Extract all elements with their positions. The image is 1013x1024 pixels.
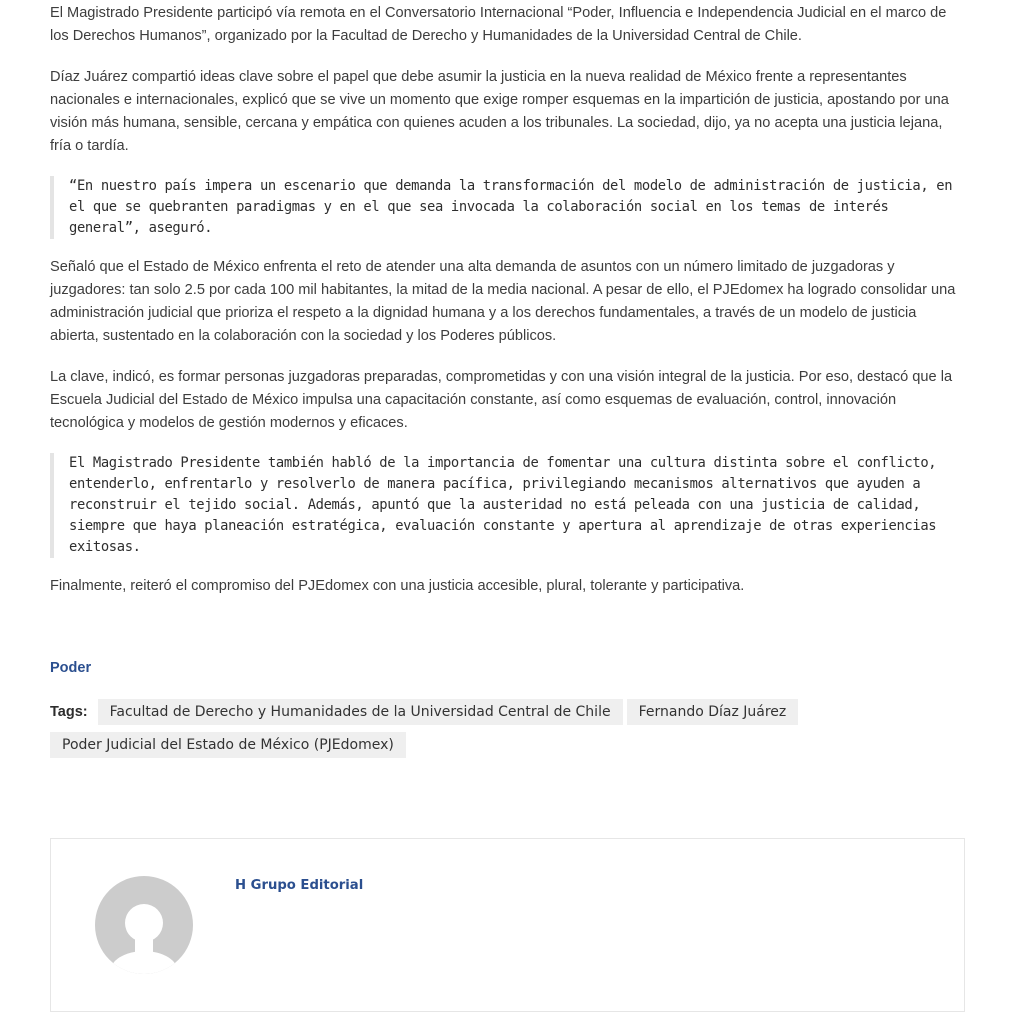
- author-name-link[interactable]: H Grupo Editorial: [235, 878, 364, 893]
- blockquote: “En nuestro país impera un escenario que demanda la transformación del modelo de administración de justicia, en el que se quebranten paradigmas y en el que sea invocada la colaboración social en los temas de interés general”, aseguró.: [50, 176, 965, 239]
- default-avatar-icon: [95, 876, 193, 974]
- article-paragraph: Finalmente, reiteró el compromiso del PJEdomex con una justicia accesible, plural, tolerante y participativa.: [50, 578, 745, 594]
- tag-link[interactable]: Facultad de Derecho y Humanidades de la Universidad Central de Chile: [98, 699, 623, 725]
- author-box: [50, 838, 965, 1012]
- tag-link[interactable]: Poder Judicial del Estado de México (PJEdomex): [50, 732, 406, 758]
- article-paragraph: La clave, indicó, es formar personas juzgadoras preparadas, comprometidas y con una visión integral de la justicia. Por eso, destacó que la Escuela Judicial del Estado de México impulsa una capacitación constante, así como esquemas de evaluación, control, innovación tecnológica y modelos de gestión modernos y eficaces.: [50, 369, 953, 431]
- tags-section: [50, 699, 965, 765]
- article-body: [50, 2, 965, 616]
- article-paragraph: Díaz Juárez compartió ideas clave sobre el papel que debe asumir la justicia en la nueva realidad de México frente a representantes nacionales e internacionales, explicó que se vive un momento que exige romper esquemas en la impartición de justicia, apostando por una visión más humana, sensible, cercana y empática con quienes acuden a los tribunales. La sociedad, dijo, ya no acepta una justicia lejana, fría o tardía.: [50, 69, 949, 154]
- category-link[interactable]: Poder: [50, 660, 92, 676]
- article-paragraph: El Magistrado Presidente participó vía remota en el Conversatorio Internacional “Poder, Influencia e Independencia Judicial en el marco de los Derechos Humanos”, organizado por la Facultad de Derecho y Humanidades de la Universidad Central de Chile.: [50, 5, 947, 44]
- blockquote: El Magistrado Presidente también habló de la importancia de fomentar una cultura distinta sobre el conflicto, entenderlo, enfrentarlo y resolverlo de manera pacífica, privilegiando mecanismos alternativos que ayuden a reconstruir el tejido social. Además, apuntó que la austeridad no está peleada con una justicia de calidad, siempre que haya planeación estratégica, evaluación constante y apertura al aprendizaje de otras experiencias exitosas.: [50, 453, 965, 558]
- tags-label: Tags:: [50, 704, 88, 720]
- article-paragraph: Señaló que el Estado de México enfrenta el reto de atender una alta demanda de asuntos con un número limitado de juzgadoras y juzgadores: tan solo 2.5 por cada 100 mil habitantes, la mitad de la media nacional. A pesar de ello, el PJEdomex ha logrado consolidar una administración judicial que prioriza el respeto a la dignidad humana y a los derechos fundamentales, a través de un modelo de justicia abierta, sustentado en la colaboración con la sociedad y los Poderes públicos.: [50, 259, 956, 344]
- tag-link[interactable]: Fernando Díaz Juárez: [627, 699, 799, 725]
